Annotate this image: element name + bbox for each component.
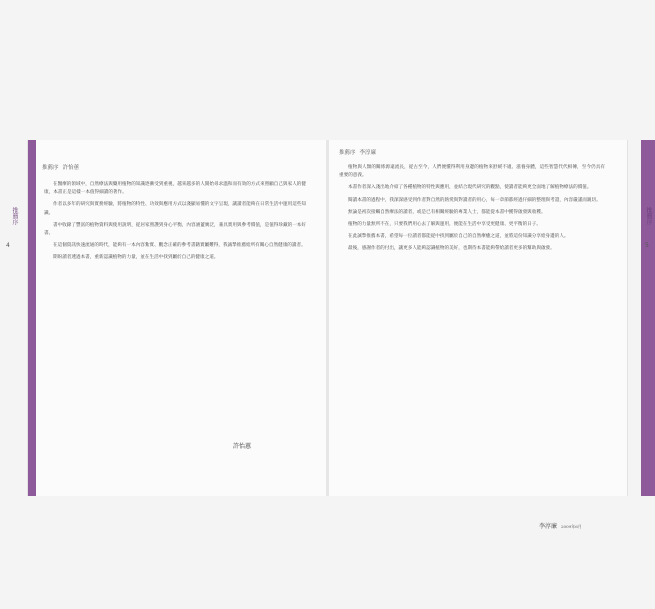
right-signature-name: 李淳廉 — [539, 523, 558, 530]
right-page-number: 5 — [645, 242, 649, 249]
right-paragraph: 本書作者深入淺出地介紹了各種植物的特性與應用，並結合現代研究的觀點，使讀者能夠更全面地了解植物療法的價值。 — [348, 185, 592, 191]
left-page-number: 4 — [6, 242, 10, 249]
right-signature — [539, 521, 582, 530]
right-header-name: 李淳廉 — [359, 150, 377, 156]
right-paragraph: 植物的力量無所不在，只要我們用心去了解與運用，便能在生活中享受更健康、更平衡的日子。 — [348, 222, 541, 228]
right-signature-date: 2009年6月 — [561, 524, 582, 529]
right-page-header — [339, 148, 376, 156]
left-side-tab — [28, 140, 36, 496]
right-paragraph: 閱讀本書的過程中，我深深感受到作者對自然的熱愛與對讀者的用心，每一章節都經過仔細的整理與考證，內容嚴謹而親切。 — [348, 197, 601, 203]
left-paragraph: 在醫療的領域中，自然療法與藥用植物的知識逐漸受到重視，越來越多的人開始尋求溫和而有效的方式來照顧自己與家人的健康，本書正是這樣一本值得細讀的著作。 — [44, 182, 306, 196]
right-paragraph: 最後，感謝作者的付出，讓更多人能夠認識植物的美好，也期待本書能夠帶給讀者更多的幫助與啟發。 — [348, 246, 555, 252]
left-page-header — [42, 163, 79, 171]
right-header-label: 推薦序 — [339, 150, 356, 156]
right-side-tab-label: 推薦序 — [645, 207, 652, 225]
left-page — [28, 140, 326, 496]
left-header-name: 許怡蕙 — [62, 165, 80, 171]
right-paragraph: 植物與人類的關係源遠流長，從古至今，人們便懂得利用身邊的植物來舒緩不適、滋養身體，這些智慧代代相傳，至今仍具有重要的意義。 — [339, 165, 605, 179]
left-paragraph: 作者以多年的研究與實務經驗，將植物的特性、功效與應用方式以淺顯易懂的文字呈現，讓讀者能夠在日常生活中運用這些知識。 — [44, 202, 306, 216]
right-side-tab — [641, 140, 655, 496]
left-header-label: 推薦序 — [42, 165, 59, 171]
left-page-body — [44, 181, 306, 267]
left-paragraph: 在這個資訊快速流通的時代，能夠有一本內容紮實、觀念正確的參考書籍實屬難得，我誠摯推薦給所有關心自然健康的讀者。 — [53, 243, 306, 249]
left-signature — [233, 441, 251, 450]
right-paragraph: 無論是初次接觸自然療法的讀者，或是已有相關經驗的專業人士，都能從本書中獲得啟發與收穫。 — [348, 209, 546, 215]
left-paragraph: 書中收錄了豐富的植物資料與使用說明，從居家照護到身心平衡，內容涵蓋廣泛，兼具實用與參考價值，是值得珍藏的一本好書。 — [44, 222, 306, 237]
right-page-body — [339, 164, 605, 258]
left-paragraph: 期盼讀者透過本書，重新認識植物的力量，並在生活中找到屬於自己的健康之道。 — [53, 255, 219, 261]
left-signature-name: 許怡蕙 — [233, 443, 252, 450]
right-page — [329, 140, 627, 530]
right-paragraph: 在此誠摯推薦本書，希望每一位讀者都能從中找到屬於自己的自然療癒之道，並將這份知識分享給身邊的人。 — [348, 234, 569, 240]
left-side-tab-label: 推薦序 — [11, 207, 18, 225]
